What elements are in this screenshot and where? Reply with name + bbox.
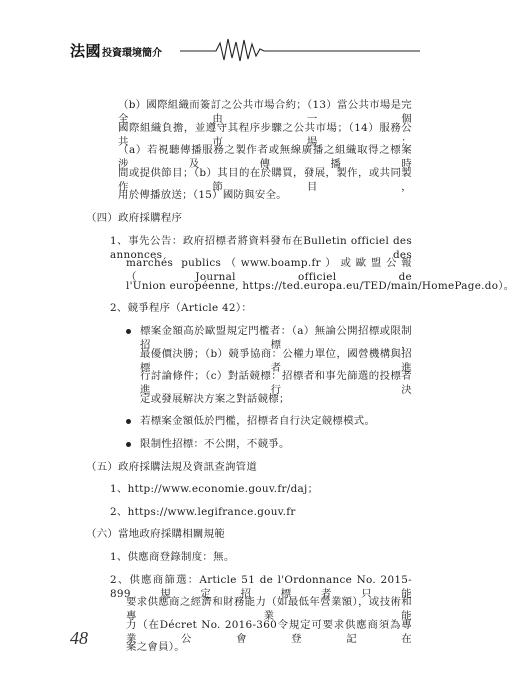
text-line: 1、事先公告：政府招標者將資料發布在Bulletin officiel des annonces des: [110, 234, 412, 261]
running-header: [0, 30, 480, 70]
text-line: marchés publics（www.boamp.fr）或歐盟公報（Journal officiel de: [126, 257, 412, 284]
text-line: （a）若視聽傳播服務之製作者或無線廣播之組織取得之標案涉及傳播時: [118, 144, 412, 171]
text-line: 案之會員）。: [126, 641, 185, 654]
text-line: 行討論條件；（c）對話競標：招標者和事先篩選的投標者進行決: [140, 370, 412, 397]
text-line: 最優價決勝；（b）競爭協商：公權力單位，國營機構與招標者進: [140, 347, 412, 374]
section-heading: （六）當地政府採購相關規範: [86, 528, 225, 541]
text-line: 力（在Décret No. 2016-360令規定可要求供應商須為專業公會登記在: [126, 618, 412, 645]
bullet-icon: [126, 442, 131, 447]
header-title-main: 法國: [70, 42, 102, 60]
subsection-heading: 2、競爭程序（Article 42）：: [110, 302, 253, 315]
header-title: [70, 40, 162, 61]
text-line: 國際組織負擔，並遵守其程序步驟之公共市場；（14）服務公共市場：: [118, 121, 412, 148]
text-line: 1、供應商登錄制度：無。: [110, 551, 235, 563]
header-title-sub: 投資環境簡介: [102, 48, 163, 59]
list-item: 標案金額高於歐盟規定門檻者：（a）無論公開招標或限制招標，: [140, 325, 412, 351]
list-item: 若標案金額低於門檻，招標者自行決定競標模式。: [140, 415, 376, 428]
text-line: l'Union européenne, https://ted.europa.eu/TED/main/HomePage.do）。: [126, 279, 514, 292]
text-line: 間或提供節目；（b）其目的在於購買，發展，製作，或共同製作節目，: [118, 166, 412, 193]
section-heading: （五）政府採購法規及資訊查詢管道: [86, 460, 258, 473]
link-text: 1、http://www.economie.gouv.fr/daj；: [110, 483, 319, 496]
text-line: （b）國際組織而簽訂之公共市場合約；（13）當公共市場是完全由一個: [118, 99, 412, 125]
text-line: 用於傳播放送；（15）國防與安全。: [118, 189, 287, 202]
page-number: 48: [70, 628, 88, 648]
list-item: 限制性招標：不公開，不競爭。: [140, 438, 290, 450]
link-text: 2、https://www.legifrance.gouv.fr: [110, 505, 296, 518]
text-line: 要求供應商之經濟和財務能力（如最低年營業額），或技術和專業能: [126, 596, 412, 623]
text-line: 2、供應商篩選：Article 51 de l'Ordonnance No. 2015-899規定招標者只能: [110, 573, 412, 600]
text-line: 定或發展解決方案之對話競標；: [140, 392, 290, 405]
section-heading: （四）政府採購程序: [86, 212, 183, 224]
bullet-icon: [126, 419, 131, 424]
bullet-icon: [126, 329, 131, 334]
